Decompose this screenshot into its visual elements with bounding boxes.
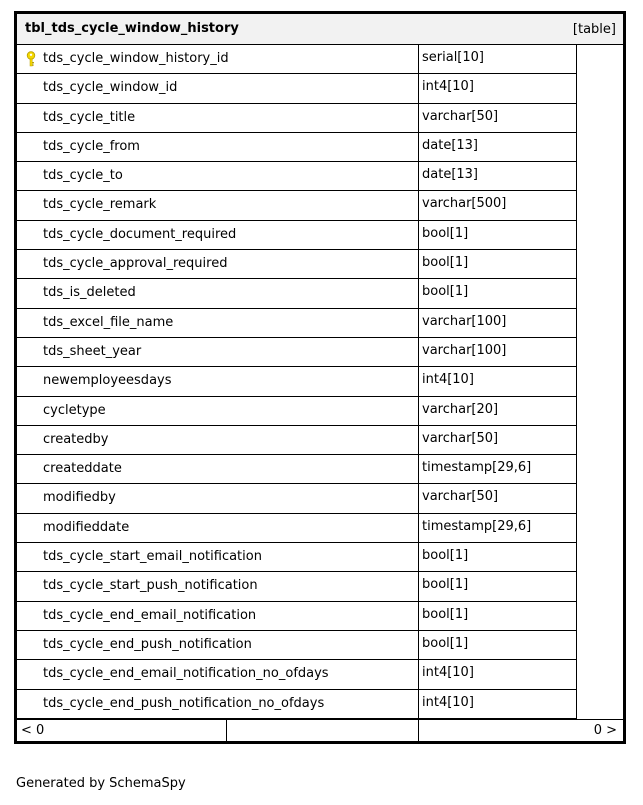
table-row [17,221,623,250]
footer-children-cell [419,720,623,744]
column-type-cell [419,221,577,250]
column-type-cell [419,338,577,367]
table-row [17,309,623,338]
table-row [17,690,623,719]
column-name-cell [17,602,419,631]
primary-key-icon [26,51,36,67]
column-type: bool[1] [422,635,469,651]
column-name[interactable]: newemployeesdays [43,373,172,389]
table-header [17,14,623,45]
column-name[interactable]: tds_cycle_start_email_notification [43,549,262,565]
column-name[interactable]: tds_cycle_end_push_notification [43,636,252,652]
column-type: bool[1] [422,284,469,300]
column-name[interactable]: createddate [43,461,122,477]
children-count[interactable]: 0 > [593,723,617,738]
table-row [17,426,623,455]
column-name-cell [17,338,419,367]
table-row [17,514,623,543]
table-row [17,74,623,103]
column-type-cell [419,572,577,601]
column-type: bool[1] [422,225,469,241]
column-name-cell [17,133,419,162]
column-name[interactable]: tds_cycle_document_required [43,226,237,242]
column-name-cell [17,279,419,308]
column-type: int4[10] [422,79,474,95]
column-type: varchar[50] [422,489,499,505]
column-type: timestamp[29,6] [422,518,532,534]
column-type: varchar[100] [422,313,507,329]
table-footer [17,719,623,744]
footer-parents-cell [17,720,227,744]
table-row [17,543,623,572]
column-type-cell [419,104,577,133]
column-type-cell [419,455,577,484]
column-type: date[13] [422,167,478,183]
footer-spacer-cell [227,720,419,744]
column-type: varchar[50] [422,108,499,124]
column-type: bool[1] [422,548,469,564]
column-type-cell [419,162,577,191]
column-name-cell [17,514,419,543]
table-row [17,397,623,426]
column-type-cell [419,397,577,426]
column-name-cell [17,543,419,572]
column-type-cell [419,426,577,455]
table-row [17,104,623,133]
column-type: int4[10] [422,665,474,681]
column-type-cell [419,631,577,660]
column-name[interactable]: tds_cycle_window_history_id [43,51,229,66]
table-row [17,455,623,484]
column-name[interactable]: tds_cycle_to [43,168,123,184]
column-name[interactable]: tds_cycle_end_email_notification [43,607,257,623]
column-name[interactable]: tds_cycle_remark [43,197,157,213]
column-type: varchar[50] [422,430,499,446]
column-type-cell [419,133,577,162]
column-name-cell [17,74,419,103]
column-name-cell [17,397,419,426]
parents-count[interactable]: < 0 [21,723,45,738]
column-type: bool[1] [422,606,469,622]
column-type: varchar[20] [422,401,499,417]
table-row [17,162,623,191]
column-name-cell [17,191,419,220]
column-name-cell [17,572,419,601]
column-type-cell [419,484,577,513]
table-row [17,367,623,396]
table-row [17,250,623,279]
column-name[interactable]: tds_cycle_title [43,109,136,125]
column-name[interactable]: tds_cycle_approval_required [43,256,228,272]
table-row [17,602,623,631]
column-name[interactable]: createdby [43,431,109,447]
table-row [17,484,623,513]
column-name-cell [17,484,419,513]
column-type: varchar[500] [422,196,507,212]
column-type-cell [419,74,577,103]
table-kind-label: [table] [572,22,616,37]
column-type-cell [419,660,577,689]
column-type-cell [419,602,577,631]
column-type: serial[10] [422,50,484,65]
column-type: timestamp[29,6] [422,460,532,476]
column-name-cell [17,631,419,660]
column-name[interactable]: modifieddate [43,519,130,535]
column-name[interactable]: tds_cycle_end_push_notification_no_ofdays [43,695,325,711]
column-name[interactable]: tds_sheet_year [43,343,142,359]
column-name-cell [17,660,419,689]
column-name[interactable]: tds_cycle_from [43,138,140,154]
column-type-cell [419,279,577,308]
column-name-cell [17,221,419,250]
table-row [17,572,623,601]
column-type-cell [419,250,577,279]
column-name[interactable]: tds_is_deleted [43,285,136,301]
column-name[interactable]: tds_cycle_end_email_notification_no_ofdays [43,666,329,682]
generated-by-label: Generated by SchemaSpy [16,776,186,791]
column-name[interactable]: cycletype [43,402,106,418]
column-type-cell [419,367,577,396]
column-type-cell [419,543,577,572]
column-type-cell [419,309,577,338]
column-name-cell [17,309,419,338]
column-name-cell [17,455,419,484]
table-row [17,279,623,308]
column-type: bool[1] [422,255,469,271]
table-row [17,191,623,220]
column-type: int4[10] [422,372,474,388]
column-type-cell [419,45,577,74]
column-type-cell [419,690,577,719]
column-name-cell [17,104,419,133]
column-name[interactable]: tds_cycle_start_push_notification [43,578,258,594]
column-type-cell [419,191,577,220]
column-name-cell [17,690,419,719]
table-entity-box [14,11,626,744]
table-row [17,45,623,74]
column-type: bool[1] [422,577,469,593]
table-name[interactable]: tbl_tds_cycle_window_history [25,21,239,36]
column-type: int4[10] [422,694,474,710]
table-row [17,133,623,162]
column-name-cell [17,367,419,396]
column-type: date[13] [422,137,478,153]
column-name[interactable]: tds_excel_file_name [43,314,174,330]
table-row [17,631,623,660]
column-type: varchar[100] [422,342,507,358]
table-row [17,660,623,689]
column-type-cell [419,514,577,543]
table-row [17,338,623,367]
column-name[interactable]: modifiedby [43,490,116,506]
column-name-cell [17,45,419,74]
column-name-cell [17,162,419,191]
column-name-cell [17,426,419,455]
column-list [17,45,623,719]
column-name-cell [17,250,419,279]
column-name[interactable]: tds_cycle_window_id [43,80,178,96]
